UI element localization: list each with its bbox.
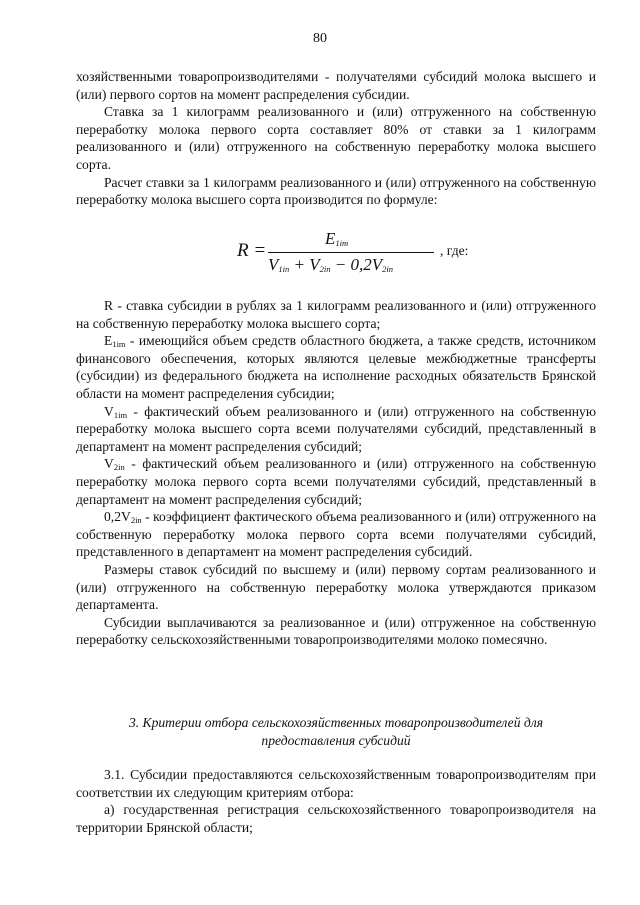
paragraph-3-1-a: а) государственная регистрация сельскохозяйственного товаропроизводителя на территории Брянской области; xyxy=(76,802,596,835)
definition-v3: $0,2V_{2in}$ - коэффициент фактического объема реализованного и (или) отгруженного на собственную переработку молока первого сорта всеми получателями субсидий, представленного в департамент на момент распределения субсидий. xyxy=(76,509,596,560)
definition-v2: $V_{2in}$ - фактический объем реализованного и (или) отгруженного на собственную переработку молока первого сорта всеми получателями субсидий, представленный в департамент на момент распределения субсидий; xyxy=(76,456,596,507)
definition-r: R - ставка субсидии в рублях за 1 килограмм реализованного и (или) отгруженного на собственную переработку молока высшего сорта; xyxy=(76,298,596,331)
text-block-definitions xyxy=(76,297,596,649)
formula-suffix: , где: xyxy=(440,243,469,258)
formula-denominator: $V_{1in} + V_{2in} - 0,2V_{2in}$ xyxy=(268,255,394,274)
page-number: 80 xyxy=(313,31,327,46)
definition-e: $E_{1im}$ - имеющийся объем средств областного бюджета, а также средств, источником финансового обеспечения, которых являются целевые межбюджетные трансферты (субсидии) из федерального бюджета на исполнение расходных обязательств Брянской области на момент распределения субсидии; xyxy=(76,333,596,401)
paragraph-intro: хозяйственными товаропроизводителями - получателями субсидий молока высшего и (или) первого сортов на момент распределения субсидии. xyxy=(76,69,596,102)
section-heading-line1: 3. Критерии отбора сельскохозяйственных товаропроизводителей для xyxy=(128,715,544,730)
section-heading xyxy=(76,714,596,749)
paragraph-paid: Субсидии выплачиваются за реализованное и (или) отгруженное на собственную переработку сельскохозяйственными товаропроизводителями молоко помесячно. xyxy=(76,614,596,648)
paragraph-3-1: 3.1. Субсидии предоставляются сельскохозяйственным товаропроизводителям при соответствии их следующим критериям отбора: xyxy=(76,767,596,800)
section-heading-line2: предоставления субсидий xyxy=(261,732,411,748)
paragraph-sizes: Размеры ставок субсидий по высшему и (или) первому сортам реализованного и (или) отгруженного на собственную переработку молока утверждаются приказом департамента. xyxy=(76,561,596,613)
definition-v1: $V_{1im}$ - фактический объем реализованного и (или) отгруженного на собственную переработку молока высшего сорта всеми получателями субсидий, представленный в департамент на момент распределения субсидий; xyxy=(76,403,596,454)
text-block-section3 xyxy=(76,766,596,836)
paragraph-rate: Ставка за 1 килограмм реализованного и (или) отгруженного на собственную переработку молока первого сорта составляет 80% от ставки за 1 килограмм реализованного и (или) отгруженного на собственную переработку молока высшего сорта. xyxy=(76,104,596,172)
text-block-top xyxy=(76,68,596,209)
formula-numerator: $E_{1im}$ xyxy=(325,229,349,248)
formula xyxy=(237,229,477,277)
fraction-bar xyxy=(268,252,434,253)
formula-lhs: R = xyxy=(237,240,267,261)
paragraph-calc: Расчет ставки за 1 килограмм реализованного и (или) отгруженного на собственную переработку молока высшего сорта производится по формуле: xyxy=(76,174,596,208)
